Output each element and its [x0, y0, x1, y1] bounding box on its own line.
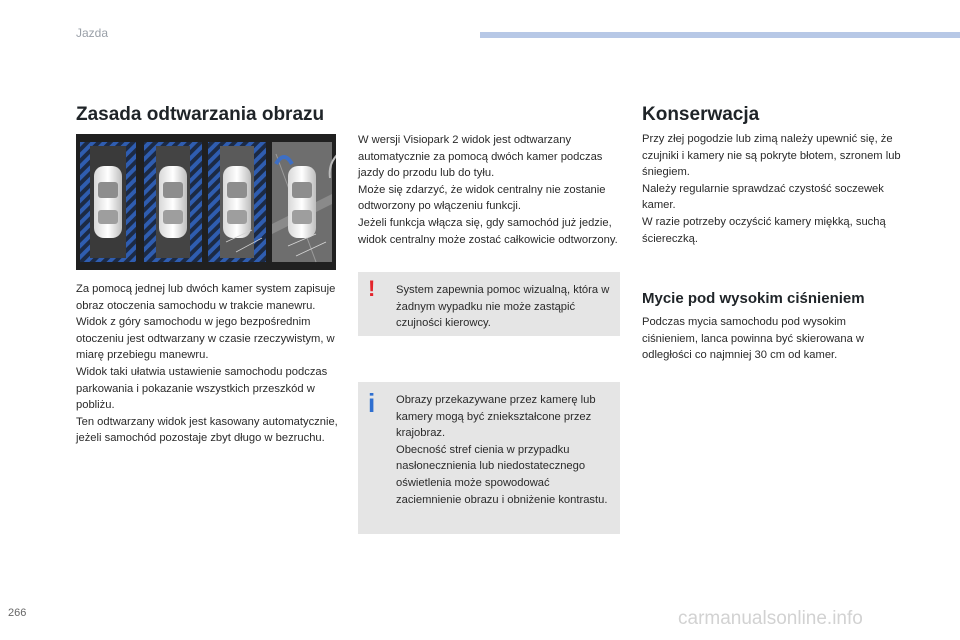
paragraph: W wersji Visiopark 2 widok jest odtwarzany automatycznie za pomocą dwóch kamer podczas jazdy do przodu lub do tyłu. — [358, 134, 603, 180]
paragraph: Widok z góry samochodu w jego bezpośrednim otoczeniu jest odtwarzany w czasie rzeczywistym, w miarę przebiegu manewru. — [76, 316, 335, 362]
header-accent-bar — [480, 32, 960, 38]
paragraph: Należy regularnie sprawdzać czystość soczewek kamer. — [642, 182, 884, 212]
section-title-image-reconstruction: Zasada odtwarzania obrazu — [76, 104, 325, 125]
paragraph: Przy złej pogodzie lub zimą należy upewnić się, że czujniki i kamery nie są pokryte błotem, szronem lub śniegiem. — [642, 133, 901, 179]
pressure-washing-text — [642, 314, 888, 364]
paragraph: W razie potrzeby oczyścić kamery miękką, suchą ściereczką. — [642, 215, 886, 245]
parking-view-graphic — [76, 134, 336, 270]
warning-text — [396, 282, 612, 332]
page-header-title: Jazda — [76, 26, 109, 40]
section-title-maintenance: Konserwacja — [642, 104, 760, 125]
info-text — [396, 392, 612, 508]
paragraph: System zapewnia pomoc wizualną, która w żadnym wypadku nie może zastąpić czujności kierowcy. — [396, 284, 610, 330]
watermark: carmanualsonline.info — [678, 608, 863, 629]
left-column-text — [76, 281, 344, 447]
page-number: 266 — [8, 607, 27, 619]
paragraph: Widok taki ułatwia ustawienie samochodu podczas parkowania i pokazanie wszystkich przeszkód w pobliżu. — [76, 365, 328, 412]
middle-column-text — [358, 132, 622, 248]
paragraph: Może się zdarzyć, że widok centralny nie zostanie odtworzony po włączeniu funkcji. — [358, 183, 606, 213]
paragraph: Jeżeli funkcja włącza się, gdy samochód już jedzie, widok centralny może zostać całkowicie odtworzony. — [358, 216, 618, 246]
parking-camera-illustration — [76, 134, 336, 270]
info-icon: i — [368, 388, 376, 418]
paragraph: Obrazy przekazywane przez kamerę lub kamery mogą być zniekształcone przez krajobraz. — [396, 394, 596, 440]
paragraph: Obecność stref cienia w przypadku nasłonecznienia lub niedostatecznego oświetlenia może spowodować zaciemnienie obrazu i obniżenie kontrastu. — [396, 443, 608, 506]
paragraph: Za pomocą jednej lub dwóch kamer system zapisuje obraz otoczenia samochodu w trakcie manewru. — [76, 283, 336, 312]
paragraph: Ten odtwarzany widok jest kasowany automatycznie, jeżeli samochód pozostaje zbyt długo w bezruchu. — [76, 415, 338, 445]
warning-icon: ! — [368, 276, 376, 301]
info-note — [358, 382, 620, 534]
paragraph: Podczas mycia samochodu pod wysokim ciśnieniem, lanca powinna być skierowana w odległości co najmniej 30 cm od kamer. — [642, 316, 864, 362]
right-column-text — [642, 131, 906, 247]
warning-note — [358, 272, 620, 336]
subsection-title-pressure-washing: Mycie pod wysokim ciśnieniem — [642, 290, 865, 307]
